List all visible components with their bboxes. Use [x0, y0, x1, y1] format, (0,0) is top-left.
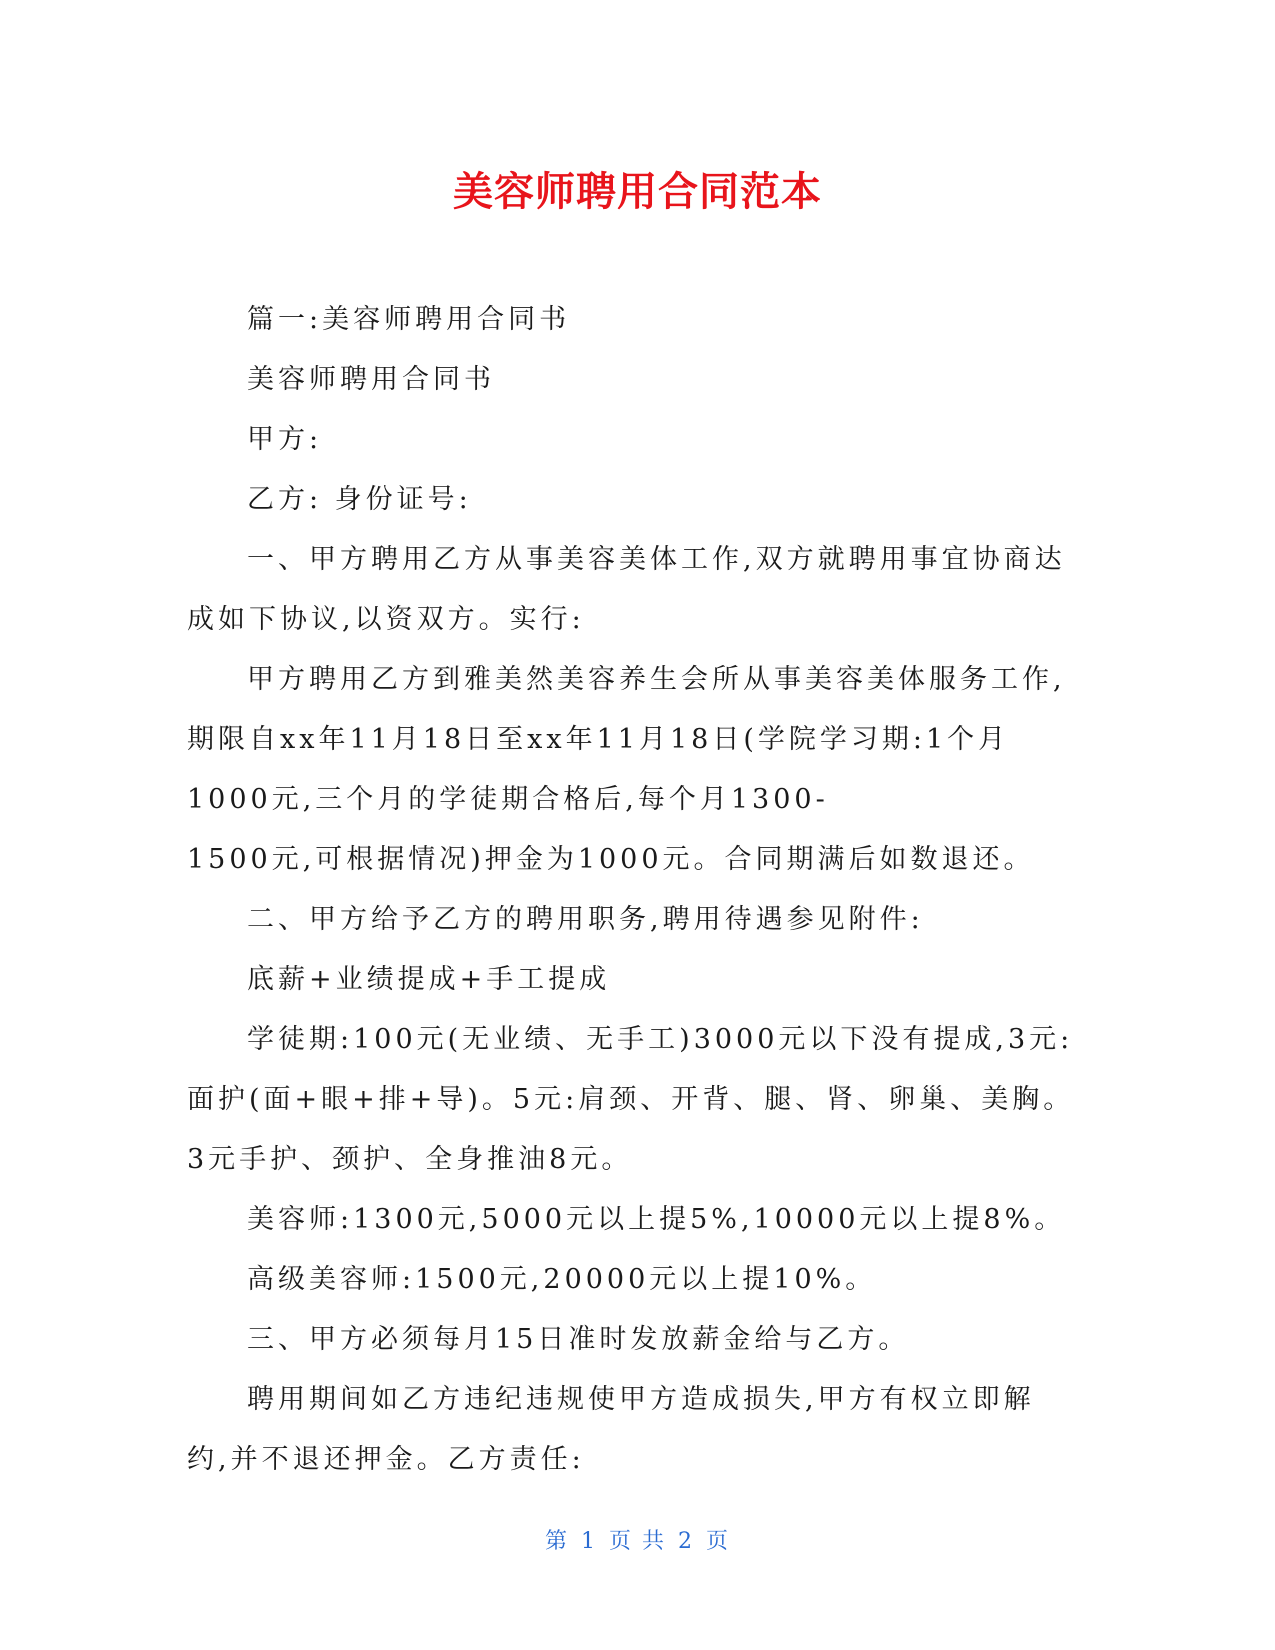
document-title: 美容师聘用合同范本: [453, 169, 822, 215]
footer-label-mid: 页 共: [609, 1529, 666, 1554]
document-body: [187, 290, 1077, 1490]
paragraph-salary-structure: 底薪+业绩提成+手工提成: [247, 964, 611, 995]
paragraph-beautician-pay: 美容师:1300元,5000元以上提5%,10000元以上提8%。: [247, 1204, 1066, 1235]
paragraph-party-a: 甲方:: [247, 424, 323, 455]
paragraph-senior-beautician-pay: 高级美容师:1500元,20000元以上提10%。: [247, 1264, 877, 1295]
paragraph-apprentice-pay: 学徒期:100元(无业绩、无手工)3000元以下没有提成,3元:面护(面+眼+排+导)。5元:肩颈、开背、腿、肾、卵巢、美胸。3元手护、颈护、全身推油8元。: [187, 1024, 1075, 1175]
footer-label-post: 页: [706, 1529, 731, 1554]
paragraph-party-b: 乙方: 身份证号:: [247, 484, 472, 515]
paragraph-deposit: 1500元,可根据情况)押金为1000元。合同期满后如数退还。: [187, 844, 1035, 875]
paragraph-section-heading: 篇一:美容师聘用合同书: [247, 304, 571, 335]
paragraph-clause-2: 二、甲方给予乙方的聘用职务,聘用待遇参见附件:: [247, 904, 924, 935]
paragraph-clause-3: 三、甲方必须每月15日准时发放薪金给与乙方。: [247, 1324, 910, 1355]
paragraph-termination: 聘用期间如乙方违纪违规使甲方造成损失,甲方有权立即解约,并不退还押金。乙方责任:: [187, 1384, 1035, 1475]
paragraph-contract-title: 美容师聘用合同书: [247, 364, 495, 395]
footer-label-pre: 第: [544, 1529, 569, 1554]
footer-current-page: 1: [581, 1529, 597, 1554]
paragraph-clause-1: 一、甲方聘用乙方从事美容美体工作,双方就聘用事宜协商达成如下协议,以资双方。实行:: [187, 544, 1066, 635]
paragraph-employment-term: 甲方聘用乙方到雅美然美容养生会所从事美容美体服务工作,期限自xx年11月18日至xx年11月18日(学院学习期:1个月1000元,三个月的学徒期合格后,每个月1300-: [187, 664, 1066, 815]
footer-total-pages: 2: [678, 1529, 694, 1554]
page-footer: [0, 1524, 1275, 1555]
